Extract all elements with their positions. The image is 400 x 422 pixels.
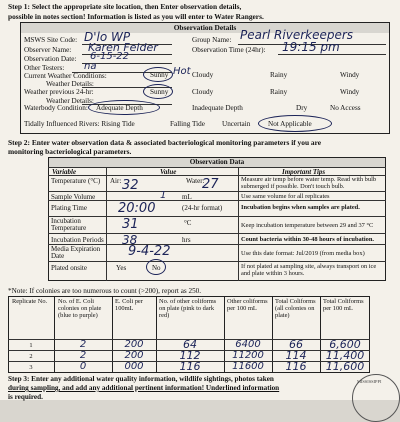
row3-ecoli-per100[interactable]: 000 (124, 361, 144, 372)
grid-line (48, 167, 386, 168)
grid-line (48, 233, 386, 234)
row3-other-count[interactable]: 116 (179, 360, 201, 373)
observation-time-value[interactable]: 19:15 pm (282, 40, 340, 54)
water-label: Water: (186, 177, 205, 185)
previous-rainy-option[interactable]: Rainy (270, 88, 288, 96)
other-testers-value[interactable]: na (84, 61, 97, 72)
plated-yes-option[interactable]: Yes (116, 264, 127, 272)
plated-no-circle (146, 259, 166, 275)
air-label: Air: (110, 177, 122, 185)
incubation-temp-tip: Keep incubation temperature between 29 and 37 °C (241, 222, 374, 229)
adequate-depth-option[interactable]: Adequate Depth (96, 104, 143, 112)
current-cloudy-option[interactable]: Cloudy (192, 71, 214, 79)
observation-date-value[interactable]: 6-15-22 (90, 51, 130, 62)
plated-onsite-tip: If not plated at sampling site, always transport on ice and plate within 3 hours. (241, 263, 377, 278)
row1-other-count[interactable]: 64 (183, 338, 197, 351)
uncertain-option[interactable]: Uncertain (222, 120, 251, 128)
water-temp-value[interactable]: 27 (202, 177, 219, 192)
plated-onsite-label: Plated onsite (51, 264, 87, 272)
adequate-depth-circle (88, 100, 160, 115)
plating-time-label: Plating Time (51, 204, 87, 212)
col-total-count-header: Total Coliforms (all colonies on plate) (275, 298, 316, 320)
inadequate-depth-option[interactable]: Inadequate Depth (192, 104, 243, 112)
row1-ecoli-count[interactable]: 2 (79, 339, 87, 350)
row3-ecoli-count[interactable]: 0 (79, 361, 87, 372)
current-windy-option[interactable]: Windy (340, 71, 360, 79)
row1-other-per100[interactable]: 6400 (235, 339, 261, 350)
row1-replicate: 1 (29, 342, 33, 349)
step1-text-line1: Step 1: Select the appropriate site location, then Enter observation details, (8, 2, 242, 11)
current-weather-label: Current Weather Conditions: (24, 72, 107, 80)
sample-volume-tip: Use same volume for all replicates (241, 193, 330, 200)
sample-volume-label: Sample Volume (51, 193, 96, 201)
current-sunny-option[interactable]: Sunny (150, 71, 169, 79)
site-code-value[interactable]: D'lo WP (84, 30, 131, 44)
no-access-option[interactable]: No Access (330, 104, 361, 112)
media-expiration-tip: Use this date format: Jul/2019 (from media box) (241, 250, 365, 257)
step3-text-line3: is required. (8, 393, 43, 401)
incubation-period-value[interactable]: 38 (122, 233, 138, 247)
col-replicate-header: Replicate No. (12, 298, 48, 305)
col-total-per100-header: Total Coliforms per 100 mL (323, 298, 364, 313)
media-expiration-value[interactable]: 9-4-22 (128, 244, 171, 259)
grid-line (48, 200, 386, 201)
group-name-label: Group Name: (192, 36, 232, 44)
row3-other-per100[interactable]: 11600 (232, 361, 264, 372)
observation-time-line (278, 54, 386, 55)
plated-no-option[interactable]: No (152, 264, 161, 272)
tips-col-header: Important Tips (282, 168, 326, 176)
incubation-period-label: Incubation Periods (51, 236, 104, 244)
observer-name-value[interactable]: Karen Felder (88, 41, 158, 54)
row3-total-count[interactable]: 116 (285, 360, 307, 373)
previous-windy-option[interactable]: Windy (340, 88, 360, 96)
air-temp-value[interactable]: 32 (122, 178, 139, 193)
step3-text-line1: Step 3: Enter any additional water quality information, wildlife sightings, photos taken (8, 375, 274, 383)
previous-sunny-circle (143, 84, 173, 99)
row2-total-per100[interactable]: 11,400 (325, 349, 365, 362)
grid-line (48, 261, 386, 262)
row2-other-per100[interactable]: 11200 (232, 350, 264, 361)
row3-total-per100[interactable]: 11,600 (325, 360, 365, 373)
observer-name-label: Observer Name: (24, 46, 72, 54)
colonies-note: *Note: If colonies are too numerous to count (>200), report as 250. (8, 287, 202, 295)
grid-line (238, 167, 239, 281)
row2-replicate: 2 (29, 353, 33, 360)
value-col-header: Value (160, 168, 177, 176)
waterbody-condition-label: Waterbody Condition: (24, 104, 88, 112)
previous-cloudy-option[interactable]: Cloudy (192, 88, 214, 96)
incubation-temp-label: Incubation Temperature (51, 217, 87, 233)
tidal-label: Tidally Influenced Rivers: Rising Tide (24, 120, 135, 128)
row1-total-count[interactable]: 66 (289, 338, 303, 351)
media-expiration-label: Media Expiration Date (51, 245, 101, 261)
step1-text-line2: possible in notes section! Information is listed as you will enter to Water Rangers. (8, 12, 264, 21)
incubation-period-unit: hrs (182, 236, 191, 244)
current-weather-note: Hot (173, 66, 191, 77)
col-other-count-header: No. of other coliforms on plate (pink to dark red) (159, 298, 217, 320)
row2-ecoli-per100[interactable]: 200 (124, 350, 144, 361)
current-rainy-option[interactable]: Rainy (270, 71, 288, 79)
temperature-label: Temperature (°C) (51, 177, 101, 185)
not-applicable-option[interactable]: Not Applicable (268, 120, 312, 128)
grid-line (106, 167, 107, 281)
sample-volume-value[interactable]: 1 (160, 190, 167, 201)
weather-details-label: Weather Details: (46, 80, 94, 88)
row1-ecoli-per100[interactable]: 200 (124, 339, 144, 350)
row1-total-per100[interactable]: 6,600 (329, 338, 361, 351)
col-ecoli-count-header: No. of E. Coli colonies on plate (blue to purple) (58, 298, 102, 320)
grid-line (48, 216, 386, 217)
other-testers-label: Other Testers: (24, 64, 65, 72)
plating-time-value[interactable]: 20:00 (118, 201, 156, 216)
col-other-per100-header: Other coliforms per 100 mL (227, 298, 268, 313)
previous-sunny-option[interactable]: Sunny (150, 88, 169, 96)
group-name-value[interactable]: Pearl Riverkeepers (240, 28, 354, 42)
row2-ecoli-count[interactable]: 2 (79, 350, 87, 361)
current-sunny-circle (143, 67, 173, 82)
incubation-period-tip: Count bacteria within 30-48 hours of incubation. (241, 236, 374, 243)
step2-text-line1: Step 2: Enter water observation data & associated bacteriological monitoring parameters if you are (8, 138, 322, 147)
step3-text-line2: during sampling, and add any additional pertinent information! Underlined information (8, 384, 280, 392)
sample-volume-unit: mL (182, 193, 192, 201)
plating-time-unit: (24-hr format) (182, 204, 223, 212)
row2-other-count[interactable]: 112 (179, 349, 201, 362)
not-applicable-circle (258, 115, 332, 132)
seal-text: MISSISSIPPI (357, 379, 382, 384)
observation-time-label: Observation Time (24hr): (192, 46, 266, 54)
previous-weather-label: Weather previous 24-hr: (24, 88, 94, 96)
observation-data-header: Observation Data (49, 158, 385, 167)
site-code-label: MSWS Site Code: (24, 36, 78, 44)
weather-details-label-2: Weather Details: (46, 97, 94, 105)
row2-total-count[interactable]: 114 (285, 349, 307, 362)
dry-option[interactable]: Dry (296, 104, 308, 112)
col-ecoli-per100-header: E. Coli per 100mL (115, 298, 143, 313)
falling-tide-option[interactable]: Falling Tide (170, 120, 205, 128)
incubation-temp-value[interactable]: 31 (122, 217, 139, 232)
variable-col-header: Variable (52, 168, 77, 176)
observation-date-label: Observation Date: (24, 55, 77, 63)
row3-replicate: 3 (29, 364, 33, 371)
observation-details-header: Observation Details (21, 23, 389, 33)
temperature-tip: Measure air temp before water temp. Read with bulb submerged if possible. Don't touch bulb. (241, 176, 377, 191)
plating-time-tip: Incubation begins when samples are plated. (241, 204, 360, 211)
step2-text-line2: monitoring bacteriological parameters. (8, 147, 132, 156)
incubation-temp-unit: °C (184, 219, 192, 227)
